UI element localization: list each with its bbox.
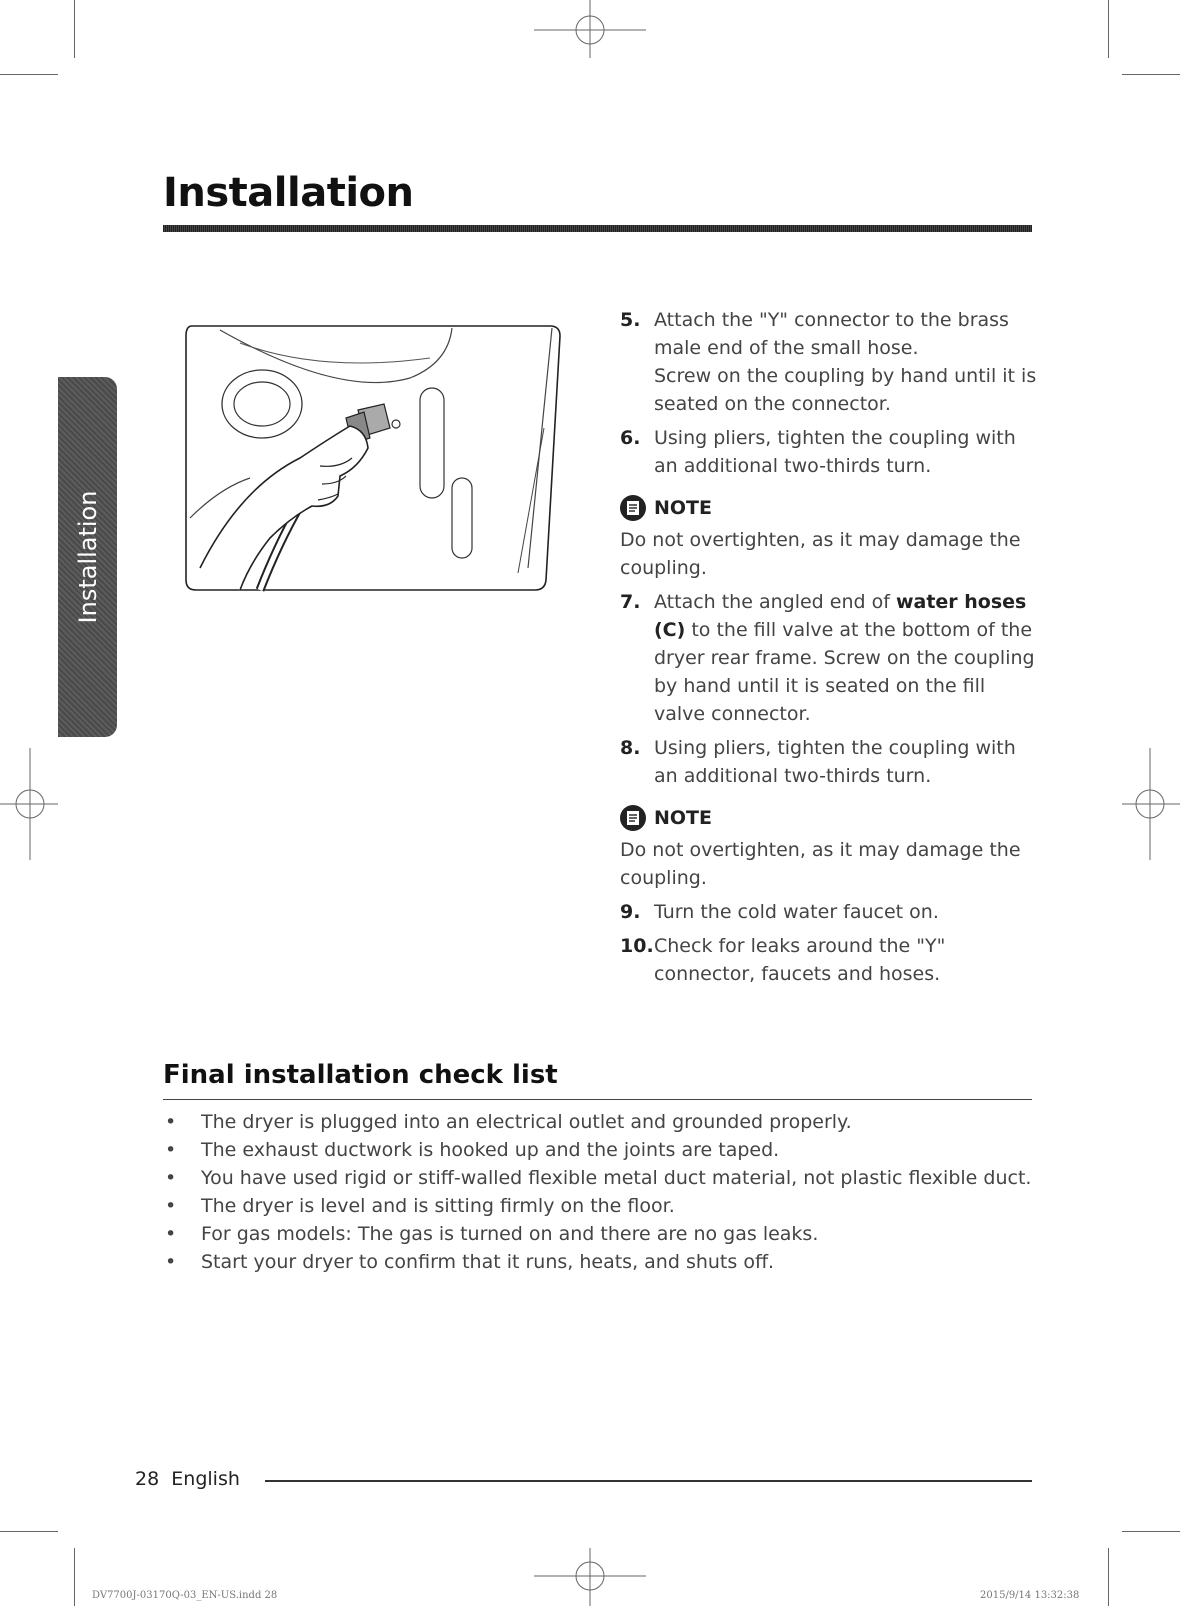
page-footer <box>135 1468 240 1490</box>
print-file-info: DV7700J-03170Q-03_EN-US.indd 28 <box>92 1590 278 1601</box>
checklist-item-text: The exhaust ductwork is hooked up and the joints are taped. <box>201 1139 780 1161</box>
title-rule <box>163 225 1032 232</box>
note-label: NOTE <box>654 807 712 829</box>
step-6 <box>620 424 1040 480</box>
step-8 <box>620 734 1040 790</box>
note-text: Do not overtighten, as it may damage the coupling. <box>620 529 1021 579</box>
step-text-prefix: Attach the angled end of <box>654 591 896 613</box>
bullet-icon: • <box>165 1195 177 1217</box>
step-text <box>654 588 1040 728</box>
registration-mark <box>0 748 58 860</box>
step-text: Check for leaks around the "Y" connector, faucets and hoses. <box>654 935 946 985</box>
step-text: Turn the cold water faucet on. <box>654 901 939 923</box>
hose-connection-illustration <box>180 318 565 598</box>
step-5 <box>620 306 1040 418</box>
step-line: Screw on the coupling by hand until it is seated on the connector. <box>654 365 1037 415</box>
registration-mark <box>534 1548 646 1606</box>
step-number: 8. <box>620 737 641 759</box>
crop-mark <box>0 74 58 75</box>
registration-mark <box>1122 748 1180 860</box>
bullet-icon: • <box>165 1251 177 1273</box>
step-number: 10. <box>620 935 654 957</box>
crop-mark <box>1108 1548 1109 1606</box>
checklist-item <box>163 1108 1043 1136</box>
step-9 <box>620 898 1040 926</box>
bullet-icon: • <box>165 1167 177 1189</box>
checklist <box>163 1108 1043 1276</box>
note-label: NOTE <box>654 497 712 519</box>
checklist-item-text: The dryer is level and is sitting firmly on the floor. <box>201 1195 675 1217</box>
crop-mark <box>0 1531 58 1532</box>
section-rule <box>163 1099 1032 1100</box>
bullet-icon: • <box>165 1139 177 1161</box>
side-tab-label: Installation <box>73 490 102 624</box>
side-section-tab <box>58 377 117 737</box>
checklist-item-text: You have used rigid or stiff-walled flexible metal duct material, not plastic flexible duct. <box>201 1167 1032 1189</box>
crop-mark <box>1122 1531 1180 1532</box>
bullet-icon: • <box>165 1223 177 1245</box>
step-number: 7. <box>620 591 641 613</box>
bullet-icon: • <box>165 1111 177 1133</box>
crop-mark <box>1122 74 1180 75</box>
checklist-item <box>163 1220 1043 1248</box>
step-7 <box>620 588 1040 728</box>
checklist-item-text: The dryer is plugged into an electrical outlet and grounded properly. <box>201 1111 852 1133</box>
footer-rule <box>265 1480 1032 1482</box>
checklist-item <box>163 1192 1043 1220</box>
checklist-item <box>163 1164 1043 1192</box>
step-number: 5. <box>620 309 641 331</box>
step-text <box>654 306 1040 418</box>
instructions-column <box>620 306 1040 994</box>
crop-mark <box>74 1548 75 1606</box>
step-line: Attach the "Y" connector to the brass male end of the small hose. <box>654 309 1009 359</box>
step-number: 9. <box>620 901 641 923</box>
checklist-item-text: For gas models: The gas is turned on and there are no gas leaks. <box>201 1223 819 1245</box>
crop-mark <box>74 0 75 58</box>
step-text-suffix: to the fill valve at the bottom of the dryer rear frame. Screw on the coupling by hand until it is seated on the fill valve connector. <box>654 619 1035 725</box>
page-title: Installation <box>163 170 414 216</box>
step-text: Using pliers, tighten the coupling with an additional two-thirds turn. <box>654 737 1016 787</box>
step-text: Using pliers, tighten the coupling with an additional two-thirds turn. <box>654 427 1016 477</box>
note-icon <box>620 495 646 521</box>
step-10 <box>620 932 1040 988</box>
checklist-item <box>163 1136 1043 1164</box>
part-reference: water hoses (C) <box>654 591 1027 641</box>
page-number: 28 <box>135 1468 160 1490</box>
step-number: 6. <box>620 427 641 449</box>
note-text: Do not overtighten, as it may damage the coupling. <box>620 839 1021 889</box>
checklist-item <box>163 1248 1043 1276</box>
note-heading <box>620 804 1040 832</box>
note-heading <box>620 494 1040 522</box>
checklist-item-text: Start your dryer to confirm that it runs, heats, and shuts off. <box>201 1251 775 1273</box>
registration-mark <box>534 0 646 58</box>
print-timestamp: 2015/9/14 13:32:38 <box>980 1590 1080 1601</box>
note-icon <box>620 805 646 831</box>
crop-mark <box>1108 0 1109 58</box>
section-title: Final installation check list <box>163 1060 558 1090</box>
footer-language: English <box>171 1468 240 1490</box>
